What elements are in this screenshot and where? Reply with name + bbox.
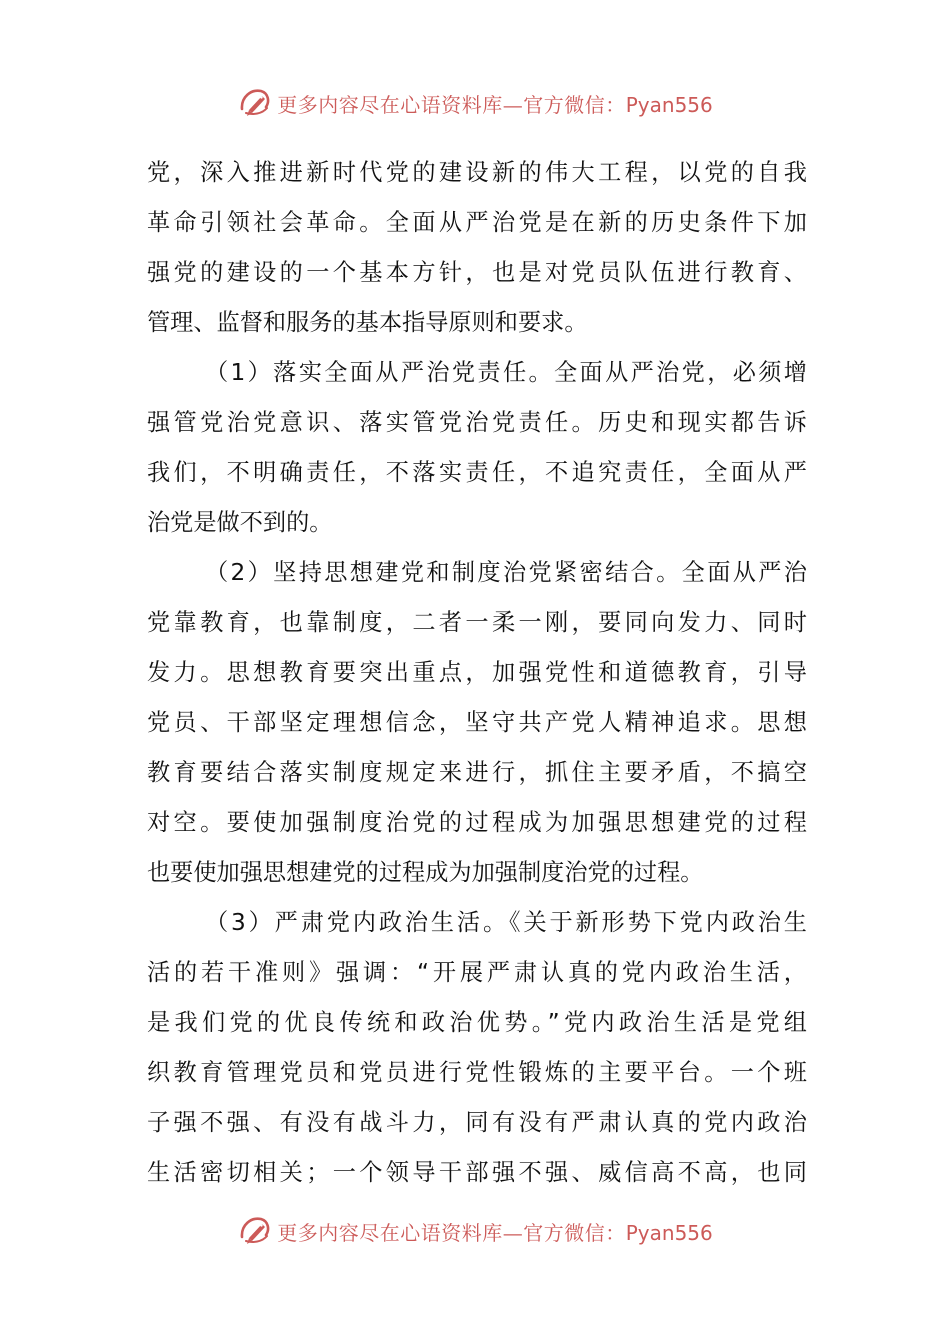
- wechat-account: Pyan556: [625, 1220, 713, 1245]
- watermark-label: 更多内容尽在心语资料库—官方微信：: [277, 92, 626, 117]
- paragraph-1-start: （1）落实全面从严治党责任。全面从严治党，必须增: [205, 359, 807, 386]
- text-line: 党，深入推进新时代党的建设新的伟大工程，以党的自我: [147, 159, 807, 186]
- header-watermark: [0, 81, 950, 125]
- text-line: 革命引领社会革命。全面从严治党是在新的历史条件下加: [147, 209, 807, 236]
- text-line: 教育要结合落实制度规定来进行，抓住主要矛盾，不搞空: [147, 759, 807, 786]
- text-line: 织教育管理党员和党员进行党性锻炼的主要平台。一个班: [147, 1059, 807, 1086]
- text-line: 发力。思想教育要突出重点，加强党性和道德教育，引导: [147, 659, 807, 686]
- text-line: 管理、监督和服务的基本指导原则和要求。: [147, 309, 588, 336]
- document-body: [147, 148, 807, 1198]
- text-line: 党靠教育，也靠制度，二者一柔一刚，要同向发力、同时: [147, 609, 807, 636]
- text-line: 生活密切相关；一个领导干部强不强、威信高不高，也同: [147, 1159, 807, 1186]
- text-line: 是我们党的优良传统和政治优势。”党内政治生活是党组: [147, 1009, 807, 1036]
- paragraph-2-start: （2）坚持思想建党和制度治党紧密结合。全面从严治: [205, 559, 807, 586]
- text-line: 强党的建设的一个基本方针，也是对党员队伍进行教育、: [147, 259, 807, 286]
- text-line: 治党是做不到的。: [147, 509, 333, 536]
- text-line: 党员、干部坚定理想信念，坚守共产党人精神追求。思想: [147, 709, 807, 736]
- pen-nib-logo-icon: [237, 1213, 273, 1249]
- pen-nib-logo-icon: [237, 85, 273, 121]
- wechat-account: Pyan556: [625, 92, 713, 117]
- text-line: 我们，不明确责任，不落实责任，不追究责任，全面从严: [147, 459, 807, 486]
- text-line: 对空。要使加强制度治党的过程成为加强思想建党的过程: [147, 809, 807, 836]
- footer-watermark: [0, 1209, 950, 1253]
- text-line: 强管党治党意识、落实管党治党责任。历史和现实都告诉: [147, 409, 807, 436]
- watermark-text: [277, 1217, 713, 1246]
- watermark-text: [277, 89, 713, 118]
- paragraph-3-start: （3）严肃党内政治生活。《关于新形势下党内政治生: [205, 909, 807, 936]
- text-line: 也要使加强思想建党的过程成为加强制度治党的过程。: [147, 859, 704, 886]
- text-line: 活的若干准则》强调：“开展严肃认真的党内政治生活，: [147, 959, 807, 986]
- text-line: 子强不强、有没有战斗力，同有没有严肃认真的党内政治: [147, 1109, 807, 1136]
- watermark-label: 更多内容尽在心语资料库—官方微信：: [277, 1220, 626, 1245]
